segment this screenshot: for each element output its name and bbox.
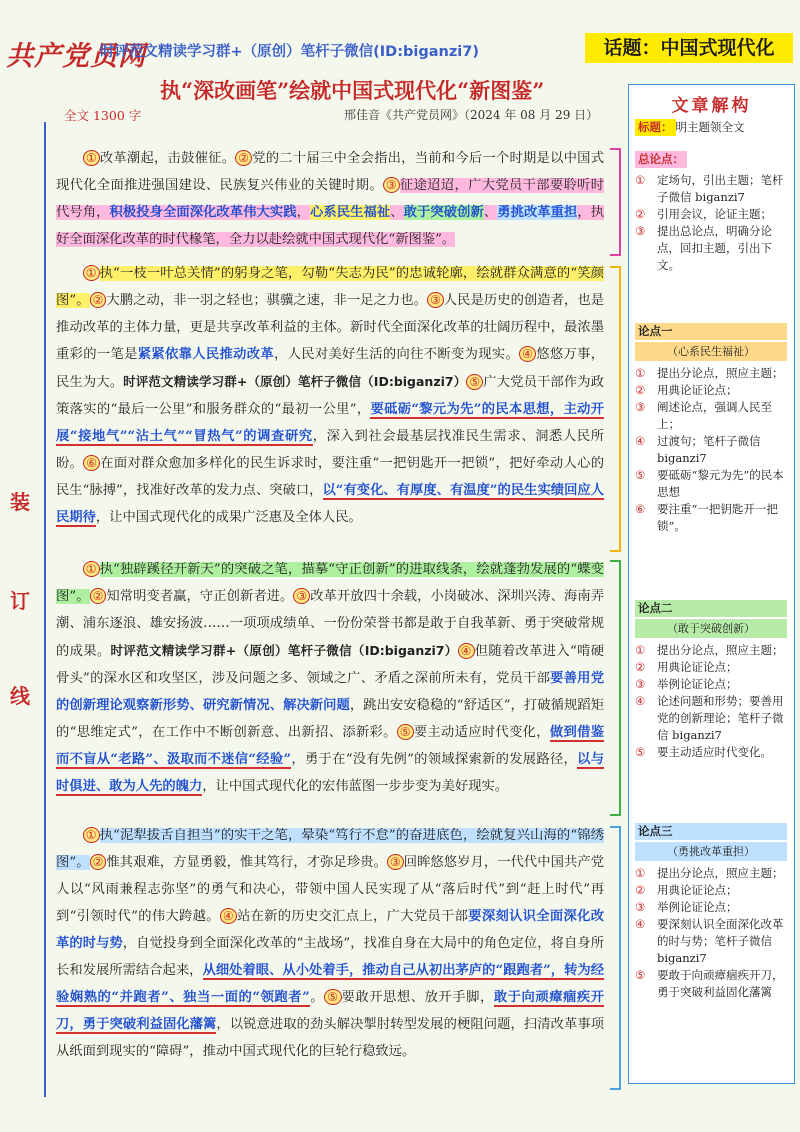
structure-sidebar: [628, 84, 795, 1084]
paragraph-intro: [56, 145, 604, 253]
key-phrase: 要深刻认识全面深化改革的时与势: [56, 909, 604, 951]
num-marker: ⑤: [397, 724, 414, 740]
arg2-sub: （敢于突破创新）: [635, 619, 787, 638]
arg2-item: ② 用典论证论点；: [635, 660, 738, 674]
arg3-sub: （勇挑改革重担）: [635, 842, 787, 861]
header-line: 时评范文精读学习群+（原创）笔杆子微信(ID:biganzi7): [100, 44, 479, 60]
arg3-item: ① 提出分论点，照应主题；: [635, 866, 784, 880]
paragraph-argument-2: [56, 556, 604, 800]
num-marker: ⑤: [324, 989, 341, 1005]
title-note: 明主题领全文: [675, 120, 745, 134]
topic-badge: 话题：中国式现代化: [585, 33, 793, 63]
binding-char-2: 订: [10, 589, 30, 613]
overall-item: ③ 提出总论点，明确分论点，回扣主题，引出下文。: [635, 224, 772, 272]
key-phrase: 要砥砺“黎元为先”的民本思想，主动开展“接地气”“沾土气”“冒热气”的调查研究: [56, 402, 605, 444]
overall-item: ② 引用会议，论证主题；: [635, 207, 772, 221]
sentence: 要主动适应时代变化，: [413, 725, 550, 740]
sentence: 站在新的历史交汇点上，广大党员干部: [236, 909, 469, 924]
binding-char-3: 线: [10, 684, 30, 708]
sentence: ，人民对美好生活的向往不断变为现实。: [273, 347, 520, 362]
arg2-label: 论点二: [635, 600, 787, 617]
num-marker: ④: [220, 908, 237, 924]
sentence: ，: [296, 205, 311, 220]
sentence: 惟其艰难，方显勇毅，惟其笃行，才弥足珍贵。: [106, 855, 387, 870]
key-phrase: 心系民生福祉: [310, 205, 391, 220]
arg1-sub: （心系民生福祉）: [635, 342, 787, 361]
num-marker: ②: [90, 588, 107, 604]
paragraph-argument-1: [56, 260, 604, 531]
watermark-text: 时评范文精读学习群+（原创）笔杆子微信（ID:biganzi7）: [110, 643, 458, 658]
bracket-intro: [610, 148, 621, 256]
sentence: ，跳出安安稳稳的“舒适区”，打破循规蹈矩的“思维定式”，在工作中不断创新意、出新招、添新彩。: [56, 698, 604, 740]
num-marker: ③: [427, 292, 444, 308]
sentence: 、: [483, 205, 498, 220]
sentence: ，勇于在“没有先例”的领域探索新的发展路径，: [291, 752, 578, 767]
num-marker: ⑥: [83, 455, 100, 471]
sentence: 。: [309, 990, 325, 1005]
sentence: ，深入到社会最基层找准民生需求、洞悉人民所盼。: [56, 429, 605, 471]
key-phrase: 积极投身全面深化改革伟大实践: [109, 205, 297, 220]
num-marker: ①: [83, 150, 100, 166]
sentence: 改革潮起，击鼓催征。: [99, 151, 236, 166]
article-title: 执“深改画笔”绘就中国式现代化“新图鉴”: [160, 78, 545, 103]
num-marker: ②: [90, 854, 107, 870]
key-phrase: 以与时俱进、敢为人先的魄力: [56, 752, 604, 794]
byline: 邢佳音《共产党员网》（2024 年 08 月 29 日）: [344, 108, 599, 122]
logo: 共产党员网: [6, 41, 146, 72]
num-marker: ①: [83, 561, 100, 577]
arg3-item: ② 用典论证论点；: [635, 883, 738, 897]
sentence: 大鹏之动，非一羽之轻也；骐骥之速，非一足之力也。: [106, 293, 427, 308]
sidebar-argument-2: [635, 600, 787, 761]
arg3-item: ⑤ 要敢于向顽瘴痼疾开刀，勇于突破利益固化藩篱: [635, 968, 784, 999]
key-phrase: 从细处着眼、从小处着手，推动自己从初出茅庐的“跟跑者”，转为经验娴熟的“并跑者”、独当一面的“领跑者”: [56, 963, 605, 1005]
key-phrase: 敢于突破创新: [403, 205, 484, 220]
arg2-item: ⑤ 要主动适应时代变化。: [635, 745, 772, 759]
sentence: ，自觉投身到全面深化改革的“主战场”，找准自身在大局中的角色定位，将自身所长和发展所需结合起来，: [56, 936, 604, 978]
word-count: 全文 1300 字: [64, 108, 142, 123]
sentence: 党的二十届三中全会指出，当前和今后一个时期是以中国式现代化全面推进强国建设、民族复兴伟业的关键时期。: [56, 151, 604, 193]
title-tag: 标题：: [635, 119, 676, 136]
sentence: 知常明变者赢，守正创新者进。: [106, 589, 294, 604]
arg1-item: ① 提出分论点，照应主题；: [635, 366, 784, 380]
sentence: 、: [390, 205, 404, 220]
binding-char-1: 装: [10, 490, 30, 514]
binding-line: [44, 122, 46, 1097]
num-marker: ③: [387, 854, 404, 870]
sentence: ，以锐意进取的劲头解决掣肘转型发展的梗阻问题，扫清改革事项从纸面到现实的“障碍”，推动中国式现代化的巨轮行稳致远。: [56, 1017, 605, 1059]
num-marker: ②: [90, 292, 107, 308]
arg1-item: ⑤ 要砥砺“黎元为先”的民本思想: [635, 468, 784, 499]
overall-item: ① 定场句，引出主题；笔杆子微信 biganzi7: [635, 173, 784, 204]
watermark-text: 时评范文精读学习群+（原创）笔杆子微信（ID:biganzi7）: [123, 374, 467, 389]
num-marker: ③: [383, 177, 400, 193]
arg1-label: 论点一: [635, 323, 787, 340]
sentence: ，执好全面深化改革的时代椽笔，全力以赴绘就中国式现代化“新图鉴”。: [56, 205, 605, 247]
num-marker: ①: [83, 265, 100, 281]
arg1-item: ② 用典论证论点；: [635, 383, 738, 397]
sidebar-overall: [635, 151, 787, 274]
key-phrase: 做到借鉴而不盲从“老路”、汲取而不迷信“经验”: [56, 725, 605, 767]
sentence: 在面对群众愈加多样化的民生诉求时，要注重“一把钥匙开一把锁”，把好牵动人心的民生“脉搏”，找准好改革的发力点、突破口，: [56, 456, 604, 498]
arg3-item: ③ 举例论证论点；: [635, 900, 738, 914]
sentence: 回眸悠悠岁月，一代代中国共产党人以“风雨兼程志弥坚”的勇气和决心，带领中国人民实现了从“落后时代”到“赶上时代”再到“引领时代”的伟大跨越。: [56, 855, 605, 924]
num-marker: ①: [83, 827, 100, 843]
topic-sentence: 执“一枝一叶总关情”的躬身之笔，勾勒“失志为民”的忠诚轮廓，绘就群众满意的“笑颜图”。: [56, 266, 604, 308]
arg2-item: ④ 论述问题和形势；要善用党的创新理论；笔杆子微信 biganzi7: [635, 694, 784, 742]
key-phrase: 要善用党的创新理论观察新形势、研究新情况、解决新问题: [56, 671, 605, 713]
sidebar-title-note: [635, 119, 787, 136]
sentence: 悠悠万事，民生为大。: [56, 347, 605, 390]
sidebar-argument-3: [635, 823, 787, 1001]
bracket-argument-1: [610, 266, 621, 552]
overall-label: 总论点：: [635, 151, 687, 168]
key-phrase: 以“有变化、有厚度、有温度”的民生实绩回应人民期待: [56, 483, 604, 525]
sidebar-title: 文章解构: [671, 96, 752, 116]
key-phrase: 勇挑改革重担: [497, 205, 578, 220]
arg2-item: ③ 举例论证论点；: [635, 677, 738, 691]
arg2-item: ① 提出分论点，照应主题；: [635, 643, 784, 657]
arg3-item: ④ 要深刻认识全面深化改革的时与势；笔杆子微信 biganzi7: [635, 917, 784, 965]
sentence: 但随着改革进入“啃硬骨头”的深水区和攻坚区，涉及问题之多、领域之广、矛盾之深前所未有，党员干部: [56, 644, 604, 686]
num-marker: ④: [458, 643, 475, 659]
sidebar-argument-1: [635, 323, 787, 535]
sentence: 广大党员干部作为政策落实的“最后一公里”和服务群众的“最初一公里”，: [56, 375, 605, 417]
arg1-item: ⑥ 要注重“一把钥匙开一把锁”。: [635, 502, 778, 533]
sentence: 征途迢迢，广大党员干部要聆听时代号角，: [56, 178, 605, 220]
num-marker: ②: [235, 150, 252, 166]
topic-sentence: 执“独辟蹊径开新天”的突破之笔，描摹“守正创新”的进取线条，绘就蓬勃发展的“蝶变图”。: [56, 562, 604, 604]
arg1-item: ③ 阐述论点，强调人民至上；: [635, 400, 772, 431]
arg1-item: ④ 过渡句；笔杆子微信 biganzi7: [635, 434, 761, 465]
topic-sentence: 执“泥犁拔舌自担当”的实干之笔，晕染“笃行不怠”的奋进底色，绘就复兴山海的“锦绣图”。: [56, 828, 604, 870]
num-marker: ⑤: [466, 374, 483, 390]
bracket-argument-2: [610, 560, 621, 816]
num-marker: ④: [519, 346, 536, 362]
sentence: 人民是历史的创造者，也是推动改革的主体力量，更是共享改革利益的主体。新时代全面深化改革的壮阔历程中，最浓墨重彩的一笔是: [56, 293, 605, 362]
arg3-label: 论点三: [635, 823, 787, 840]
sentence: 要敢开思想、放开手脚，: [341, 990, 494, 1005]
sentence: ，让中国式现代化的宏伟蓝图一步步变为美好现实。: [202, 779, 509, 794]
bracket-argument-3: [610, 826, 621, 1090]
num-marker: ③: [293, 588, 310, 604]
key-phrase: 紧紧依靠人民推动改革: [137, 347, 274, 362]
key-phrase: 敢于向顽瘴痼疾开刀，勇于突破利益固化藩篱: [56, 990, 605, 1032]
sentence: 改革开放四十余载，小岗破冰、深圳兴涛、海南弄潮、浦东逐浪、雄安扬波……一项项成绩单、一份份荣誉书都是敢于自我革新、勇于突破常规的成果。: [56, 589, 605, 659]
paragraph-argument-3: [56, 822, 604, 1065]
sentence: ，让中国式现代化的成果广泛惠及全体人民。: [95, 510, 362, 525]
